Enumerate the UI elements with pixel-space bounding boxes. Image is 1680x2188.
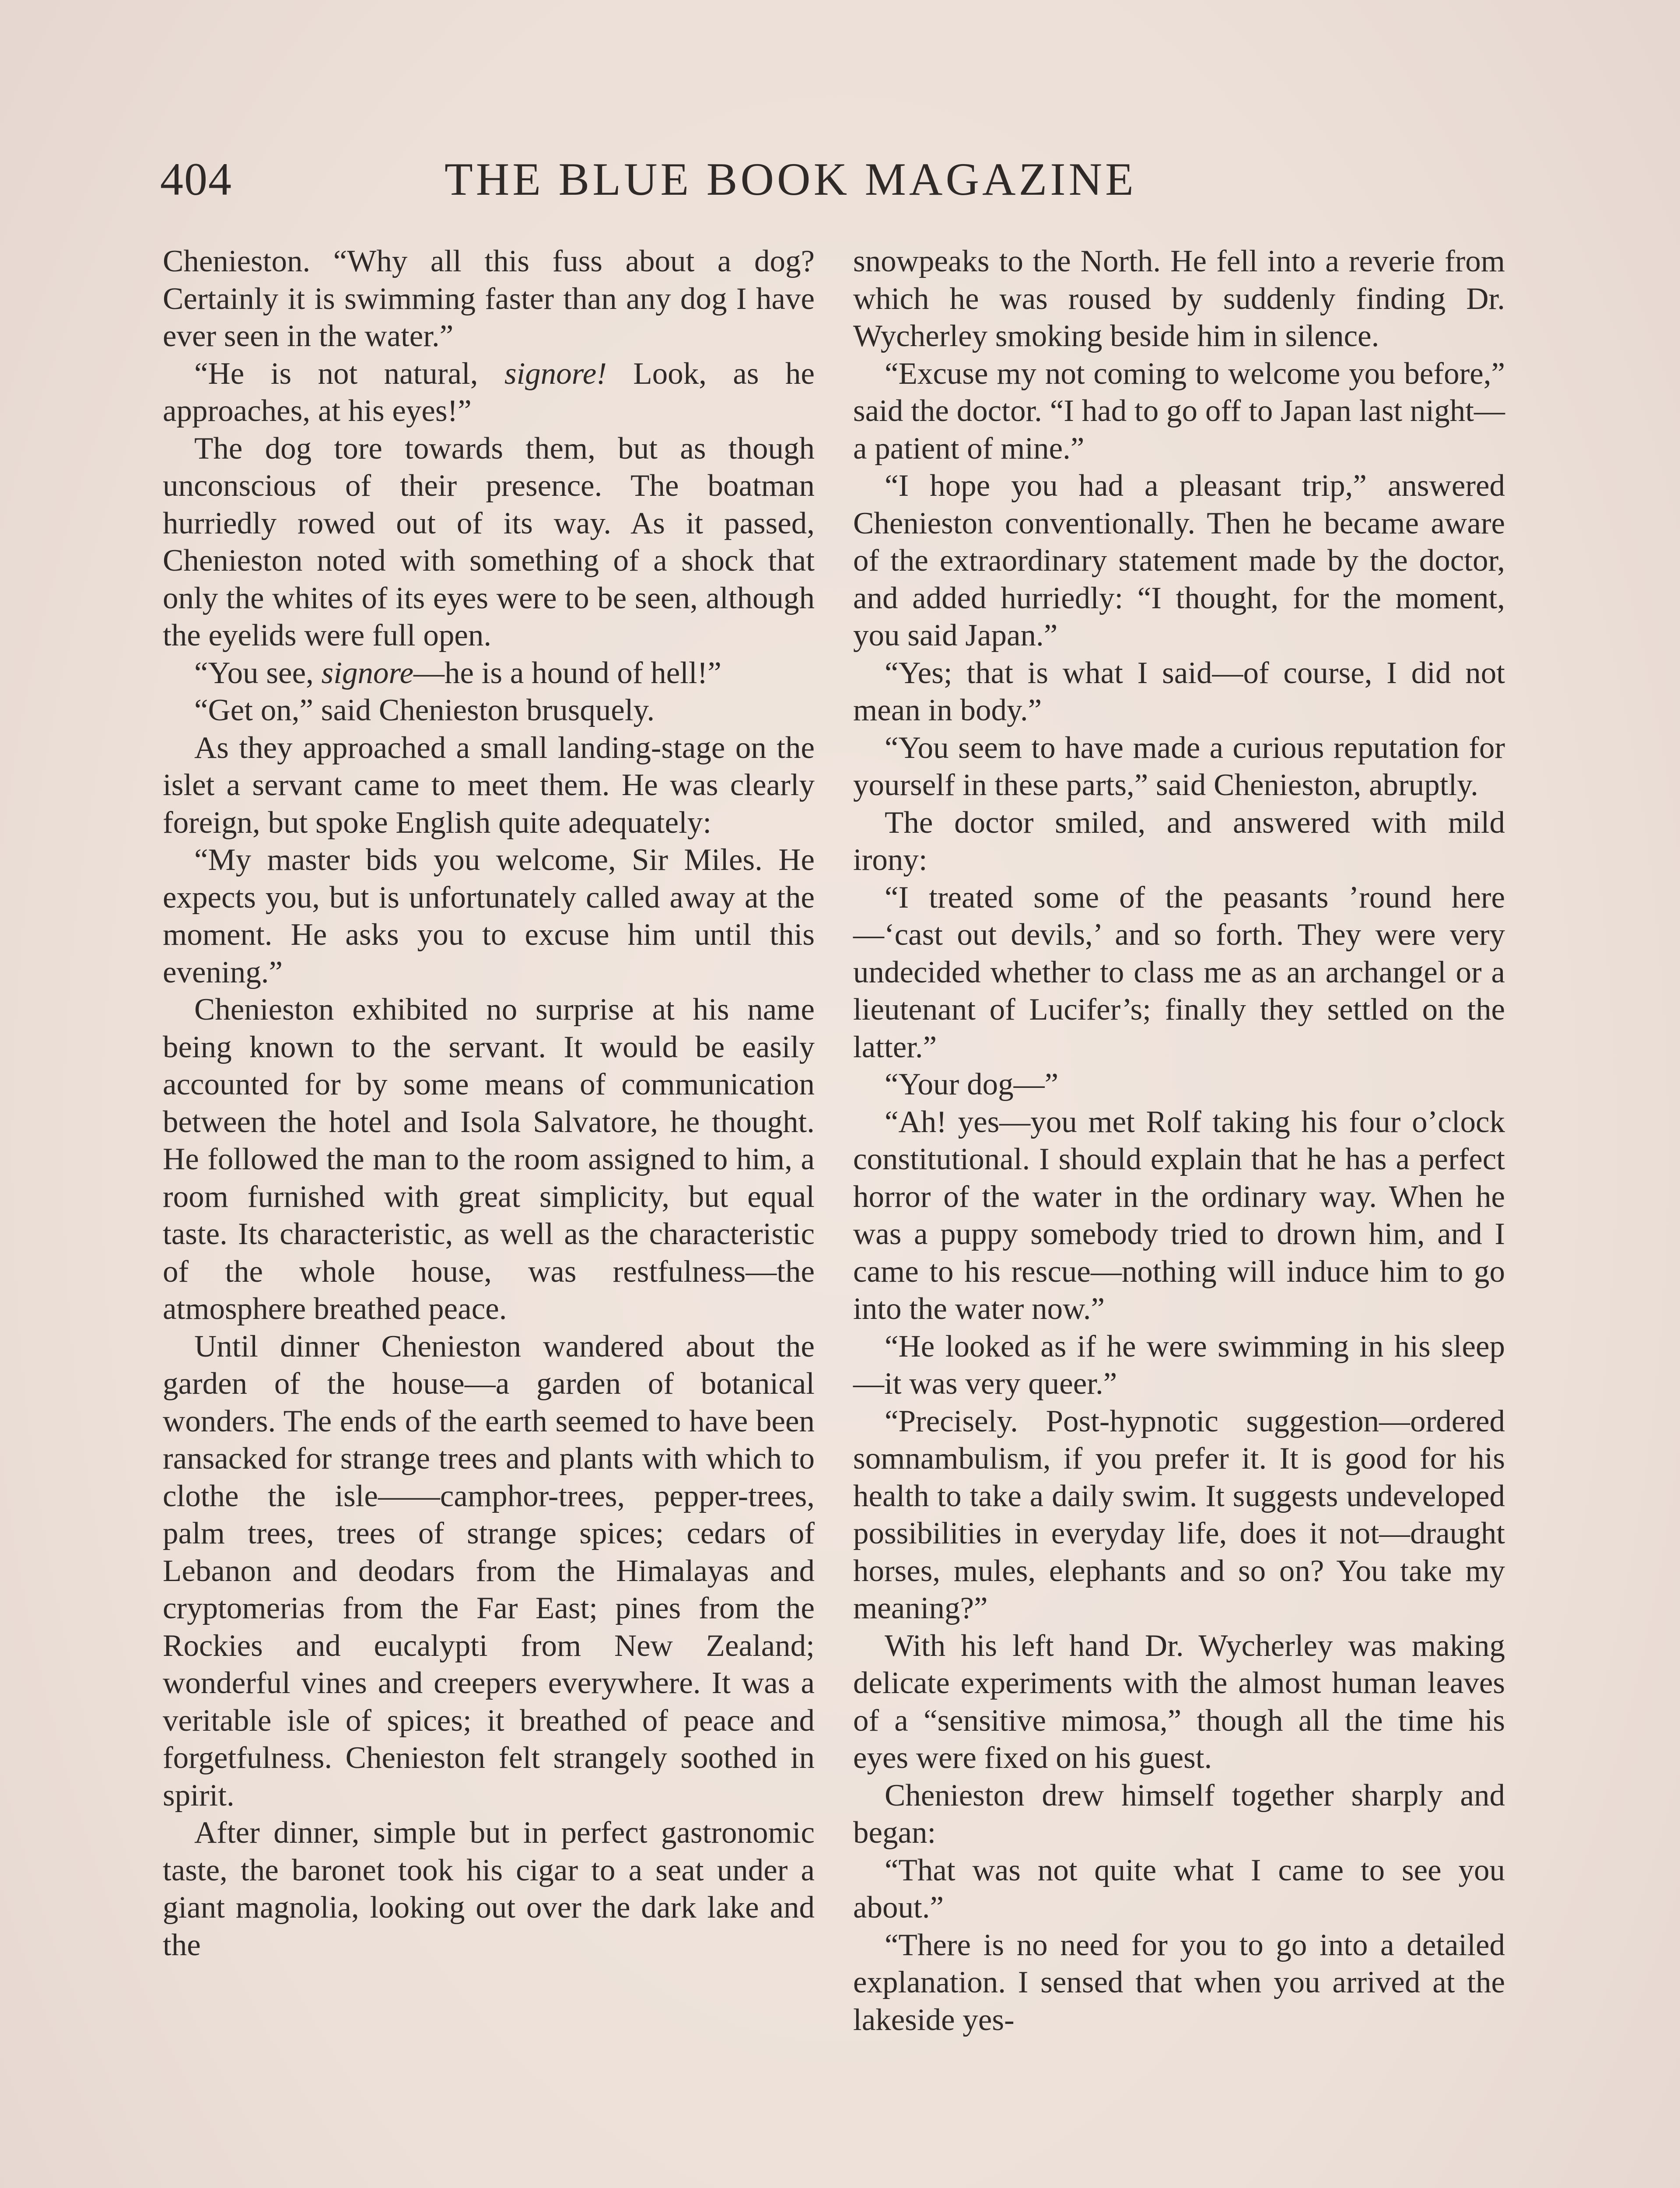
paragraph: “That was not quite what I came to see you about.” bbox=[853, 1853, 1505, 1925]
magazine-title: THE BLUE BOOK MAGAZINE bbox=[444, 154, 1137, 205]
paragraph: The dog tore towards them, but as though unconscious of their presence. The boatman hurriedly rowed out of its way. As it passed, Chenieston noted with something of a shock that only the whites of its eyes were to be seen, although the eyelids were full open. bbox=[163, 431, 815, 652]
paragraph: “He looked as if he were swimming in his sleep—it was very queer.” bbox=[853, 1329, 1505, 1401]
paragraph: “Get on,” said Chenieston brusquely. bbox=[194, 693, 655, 727]
paragraph: Chenieston drew himself together sharply and began: bbox=[853, 1778, 1505, 1850]
paragraph: “Yes; that is what I said—of course, I did not mean in body.” bbox=[853, 656, 1505, 727]
page-header bbox=[160, 151, 1232, 208]
paragraph: snowpeaks to the North. He fell into a reverie from which he was roused by suddenly finding Dr. Wycherley smoking beside him in silence. bbox=[853, 244, 1505, 353]
paragraph: The doctor smiled, and answered with mild irony: bbox=[853, 805, 1505, 877]
text-run: Look, as he approaches, at his eyes!” bbox=[163, 356, 815, 428]
paragraph: “Excuse my not coming to welcome you before,” said the doctor. “I had to go off to Japan last night—a patient of mine.” bbox=[853, 356, 1505, 466]
text-run: “You see, bbox=[194, 656, 322, 690]
right-column bbox=[853, 243, 1505, 2039]
paragraph: Until dinner Chenieston wandered about the garden of the house—a garden of botanical wonders. The ends of the earth seemed to have been ransacked for strange trees and plants with which to clothe the isle——camphor-trees, pepper-trees, palm trees, trees of strange spices; cedars of Lebanon and deodars from the Himalayas and cryptomerias from the Far East; pines from the Rockies and eucalypti from New Zealand; wonderful vines and creepers everywhere. It was a veritable isle of spices; it breathed of peace and forgetfulness. Chenieston felt strangely soothed in spirit. bbox=[163, 1329, 815, 1813]
paragraph bbox=[163, 655, 815, 692]
paragraph: “I treated some of the peasants ’round here—‘cast out devils,’ and so forth. They were very undecided whether to class me as an archangel or a lieutenant of Lucifer’s; finally they settled on the latter.” bbox=[853, 880, 1505, 1064]
text-run: —he is a hound of hell!” bbox=[413, 656, 721, 690]
italic-text: signore! bbox=[504, 356, 607, 391]
paragraph: “Your dog—” bbox=[885, 1067, 1059, 1101]
paragraph: “Ah! yes—you met Rolf taking his four o’clock constitutional. I should explain that he has a perfect horror of the water in the ordinary way. When he was a puppy somebody tried to drown him, and I came to his rescue—nothing will induce him to go into the water now.” bbox=[853, 1105, 1505, 1326]
paragraph: Chenieston exhibited no surprise at his name being known to the servant. It would be easily accounted for by some means of communication between the hotel and Isola Salvatore, he thought. He followed the man to the room assigned to him, a room furnished with great simplicity, but equal taste. Its characteristic, as well as the characteristic of the whole house, was restfulness—the atmosphere breathed peace. bbox=[163, 992, 815, 1326]
page-number: 404 bbox=[160, 154, 232, 205]
paragraph: With his left hand Dr. Wycherley was making delicate experiments with the almost human leaves of a “sensitive mimosa,” though all the time his eyes were fixed on his guest. bbox=[853, 1628, 1505, 1775]
paragraph: As they approached a small landing-stage on the islet a servant came to meet them. He was clearly foreign, but spoke English quite adequately: bbox=[163, 730, 815, 840]
italic-text: signore bbox=[321, 656, 413, 690]
paragraph: “There is no need for you to go into a detailed explanation. I sensed that when you arrived at the lakeside yes- bbox=[853, 1928, 1505, 2037]
paragraph: “You seem to have made a curious reputation for yourself in these parts,” said Chenieston, abruptly. bbox=[853, 730, 1505, 802]
paragraph: Chenieston. “Why all this fuss about a dog? Certainly it is swimming faster than any dog I have ever seen in the water.” bbox=[163, 244, 815, 353]
paragraph: “I hope you had a pleasant trip,” answered Chenieston conventionally. Then he became aware of the extraordinary statement made by the doctor, and added hurriedly: “I thought, for the moment, you said Japan.” bbox=[853, 469, 1505, 652]
left-column bbox=[163, 243, 815, 1964]
text-run: “He is not natural, bbox=[194, 356, 504, 391]
paragraph bbox=[163, 355, 815, 430]
paragraph: “Precisely. Post-hypnotic suggestion—ordered somnambulism, if you prefer it. It is good for his health to take a daily swim. It suggests undeveloped possibilities in everyday life, does it not—draught horses, mules, elephants and so on? You take my meaning?” bbox=[853, 1404, 1505, 1625]
paragraph: “My master bids you welcome, Sir Miles. He expects you, but is unfortunately called away at the moment. He asks you to excuse him until this evening.” bbox=[163, 843, 815, 989]
paragraph: After dinner, simple but in perfect gastronomic taste, the baronet took his cigar to a seat under a giant magnolia, looking out over the dark lake and the bbox=[163, 1816, 815, 1962]
